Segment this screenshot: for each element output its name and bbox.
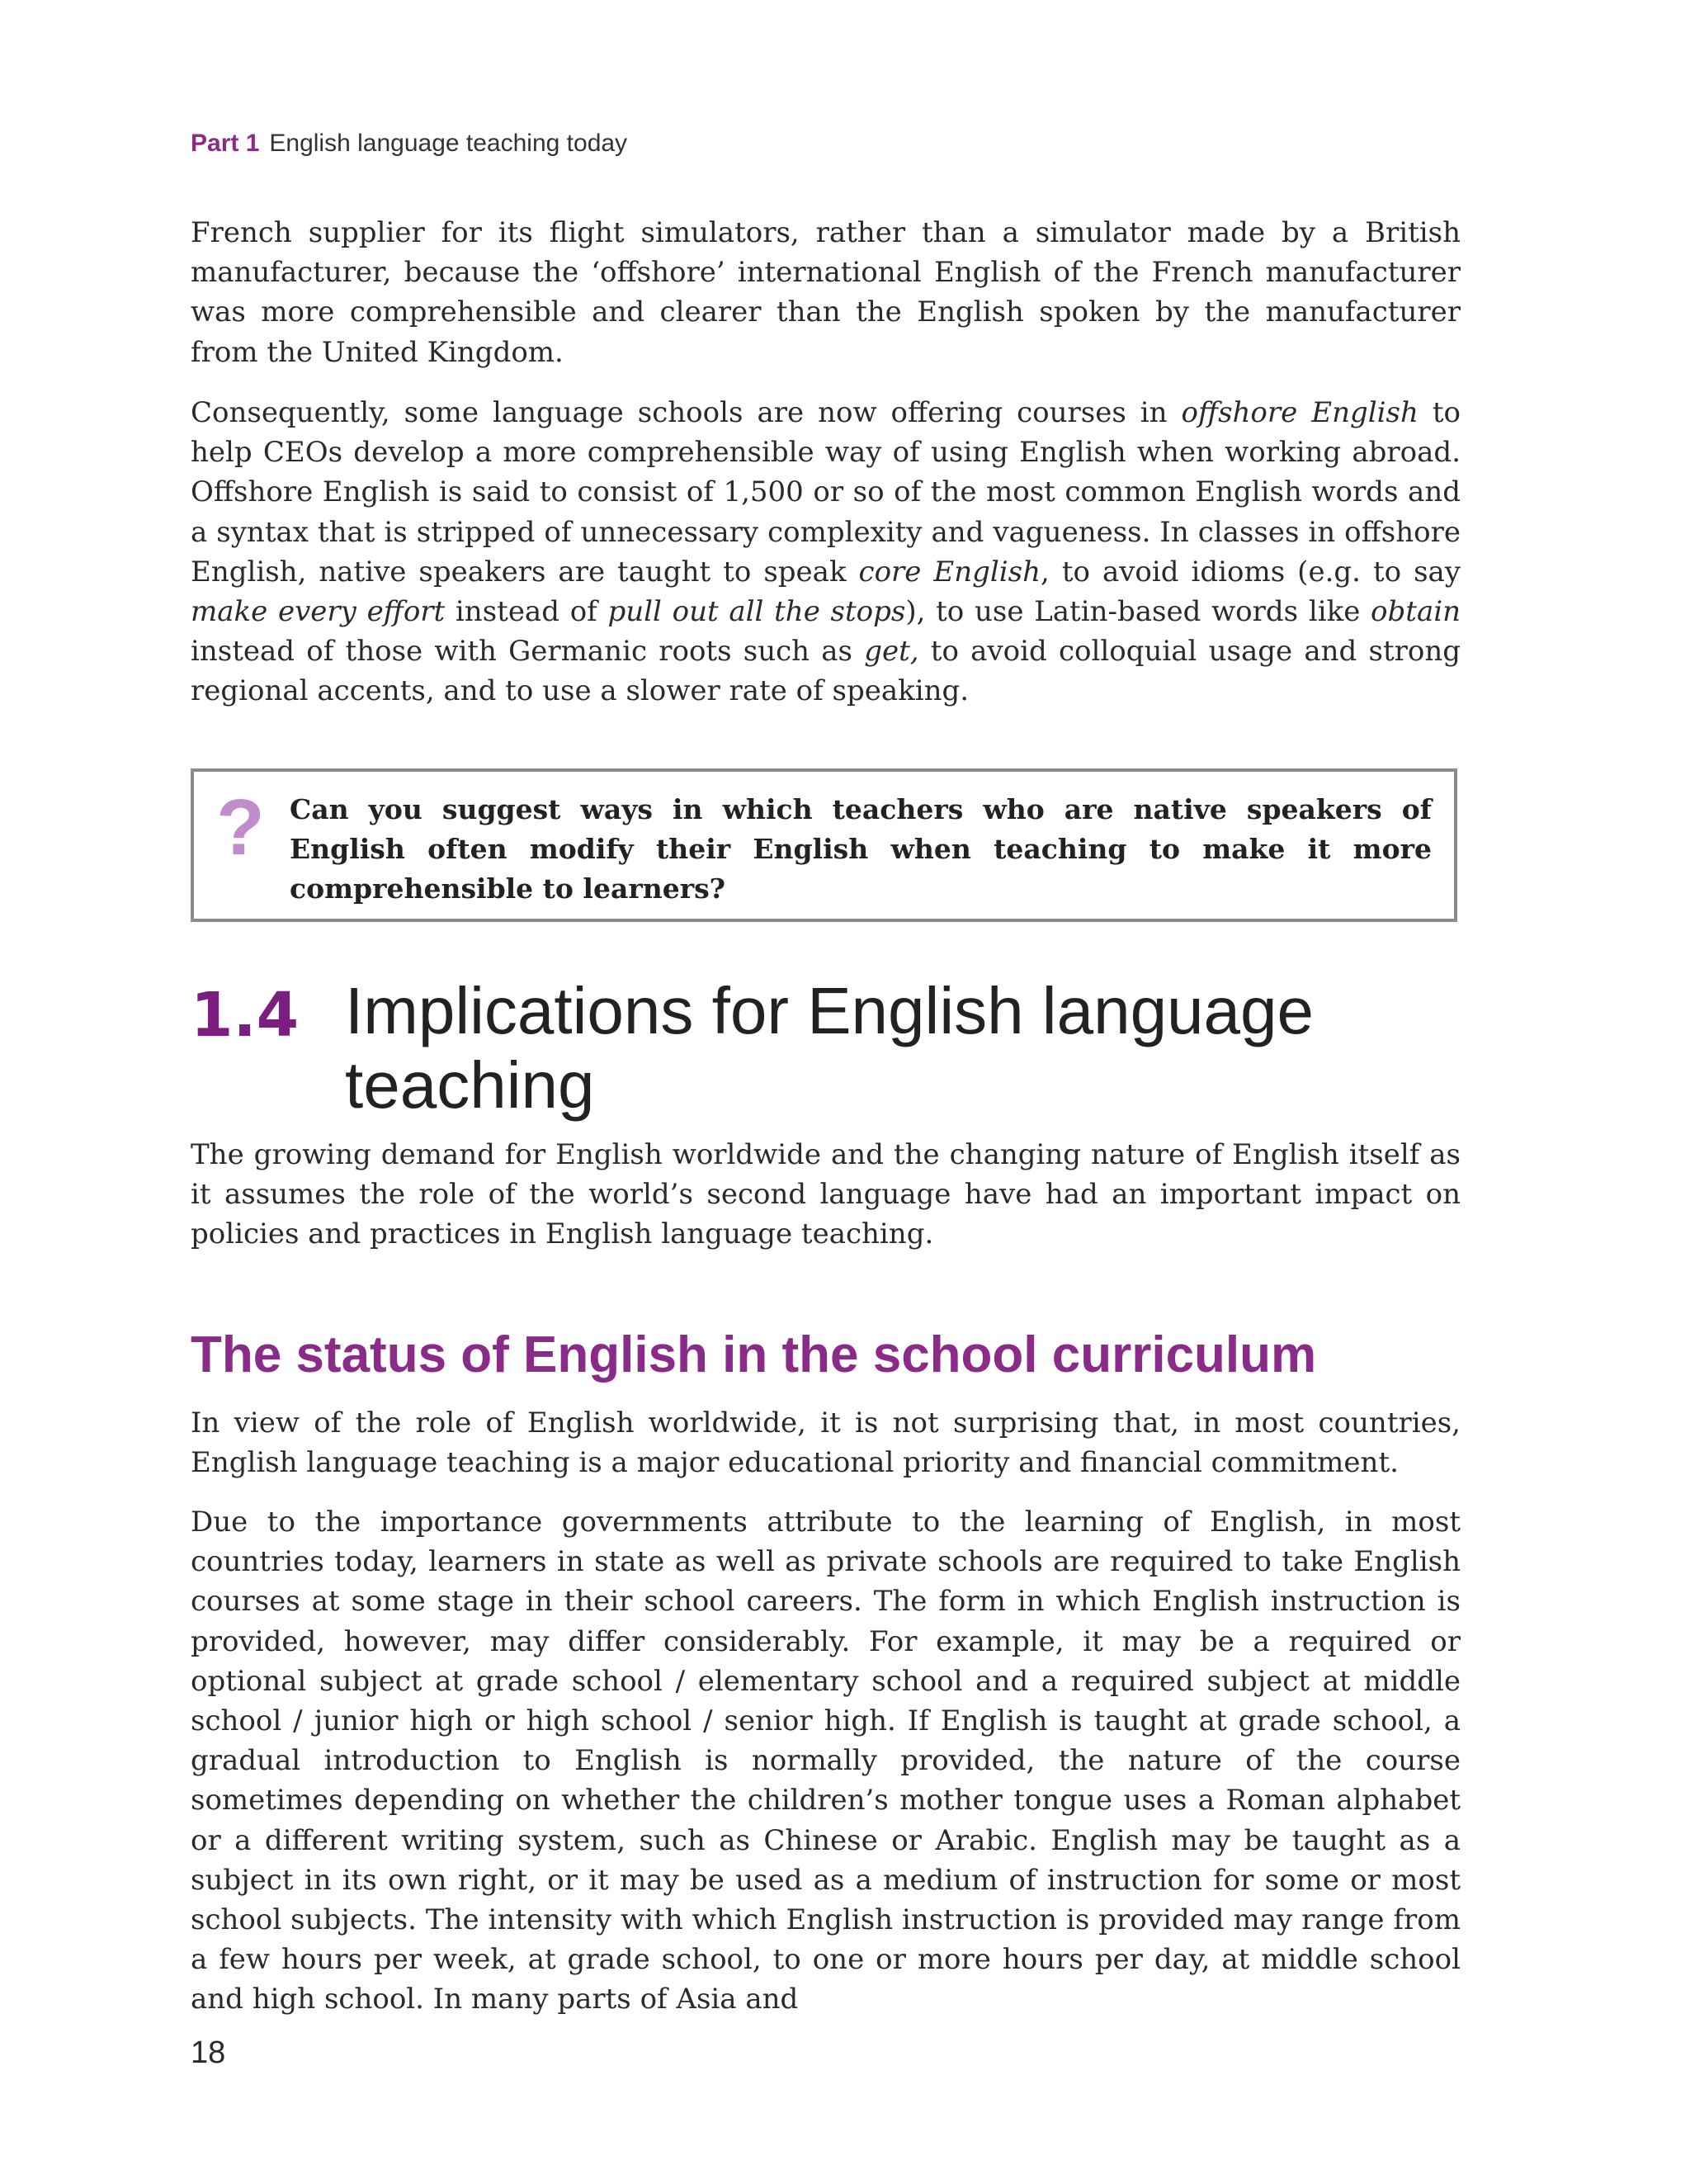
subsection-heading: The status of English in the school curriculum — [191, 1326, 1317, 1383]
part-label: Part 1 — [191, 130, 260, 157]
reflection-question-box — [191, 768, 1457, 922]
running-header — [191, 130, 627, 158]
paragraph-1: French supplier for its flight simulators, rather than a simulator made by a British manufacturer, because the ‘offshore’ international English of the French manufacturer was more comprehensible and clearer than the English spoken by the manufacturer from the United Kingdom. — [191, 216, 1461, 369]
paragraph-offshore-english — [191, 393, 1461, 711]
paragraph-4: In view of the role of English worldwide, it is not surprising that, in most countries, English language teaching is a major educational priority and financial commitment. — [191, 1406, 1461, 1480]
reflection-question-text: Can you suggest ways in which teachers who are native speakers of English often modify their English when teaching to make it more comprehensible to learners? — [290, 793, 1432, 905]
question-mark-icon: ? — [216, 783, 265, 872]
section-title: Implications for English language teaching — [345, 974, 1315, 1122]
running-header-title: English language teaching today — [269, 130, 628, 157]
subsection-paragraph-b — [191, 1502, 1461, 2020]
section-intro — [191, 1135, 1461, 1255]
paragraph-3: The growing demand for English worldwide and the changing nature of English itself as it assumes the role of the world’s second language have had an important impact on policies and practices in English language teaching. — [191, 1138, 1461, 1251]
section-number: 1.4 — [191, 980, 300, 1051]
page-number: 18 — [191, 2035, 226, 2070]
paragraph-2: Consequently, some language schools are now offering courses in offshore English to help CEOs develop a more comprehensible way of using English when working abroad. Offshore English is said to consist of 1,500 or so of the most common English words and a syntax that is stripped of unnecessary complexity and vagueness. In classes in offshore English, native speakers are taught to speak core English, to avoid idioms (e.g. to say make every effort instead of pull out all the stops), to use Latin-based words like obtain instead of those with Germanic roots such as get, to avoid colloquial usage and strong regional accents, and to use a slower rate of speaking. — [191, 396, 1461, 708]
paragraph-continued — [191, 213, 1461, 372]
subsection-paragraph-a — [191, 1403, 1461, 1482]
paragraph-5: Due to the importance governments attribute to the learning of English, in most countries today, learners in state as well as private schools are required to take English courses at some stage in their school careers. The form in which English instruction is provided, however, may differ considerably. For example, it may be a required or optional subject at grade school / elementary school and a required subject at middle school / junior high or high school / senior high. If English is taught at grade school, a gradual introduction to English is normally provided, the nature of the course sometimes depending on whether the children’s mother tongue uses a Roman alphabet or a different writing system, such as Chinese or Arabic. English may be taught as a subject in its own right, or it may be used as a medium of instruction for some or most school subjects. The intensity with which English instruction is provided may range from a few hours per week, at grade school, to one or more hours per day, at middle school and high school. In many parts of Asia and — [191, 1506, 1461, 2016]
